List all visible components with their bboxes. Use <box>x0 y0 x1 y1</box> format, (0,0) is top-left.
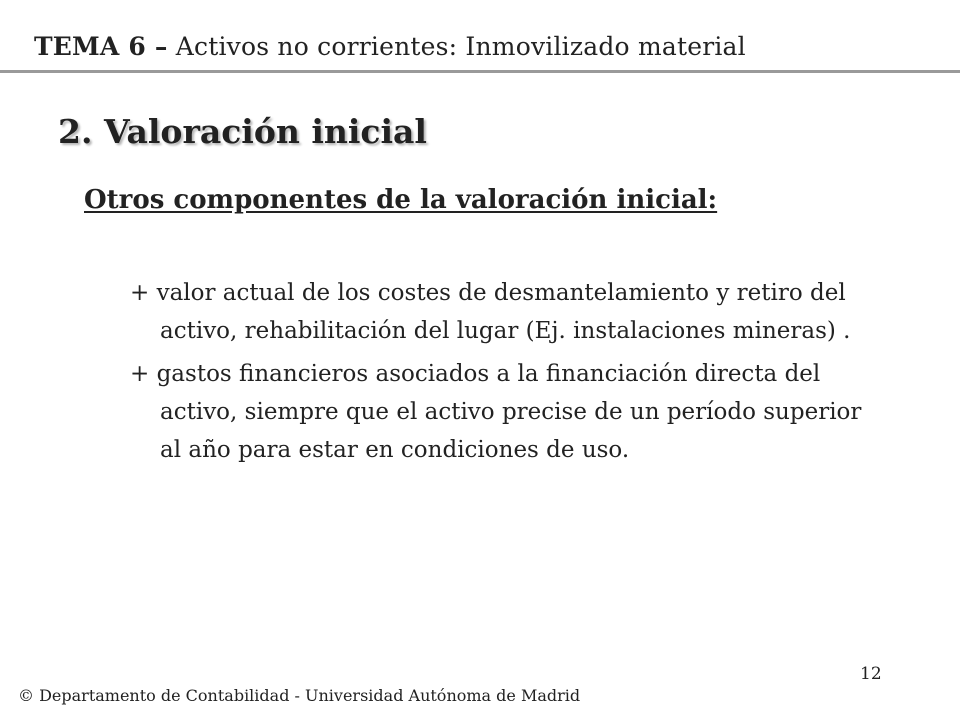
bullet-list <box>130 274 870 474</box>
bullet-item: + gastos financieros asociados a la financiación directa del activo, siempre que el activo precise de un período superior al año para estar en condiciones de uso. <box>130 361 862 463</box>
header-topic-number: TEMA 6 – <box>34 32 168 61</box>
subtitle: Otros componentes de la valoración inicial: <box>84 185 718 215</box>
header-divider <box>0 70 960 73</box>
footer-copyright: © Departamento de Contabilidad - Universidad Autónoma de Madrid <box>18 686 581 705</box>
page-number: 12 <box>860 664 882 684</box>
slide-header <box>34 32 746 61</box>
bullet-item: + valor actual de los costes de desmantelamiento y retiro del activo, rehabilitación del lugar (Ej. instalaciones mineras) . <box>130 280 851 344</box>
section-title: 2. Valoración inicial <box>58 112 427 151</box>
header-topic-title: Activos no corrientes: Inmovilizado material <box>167 32 746 61</box>
